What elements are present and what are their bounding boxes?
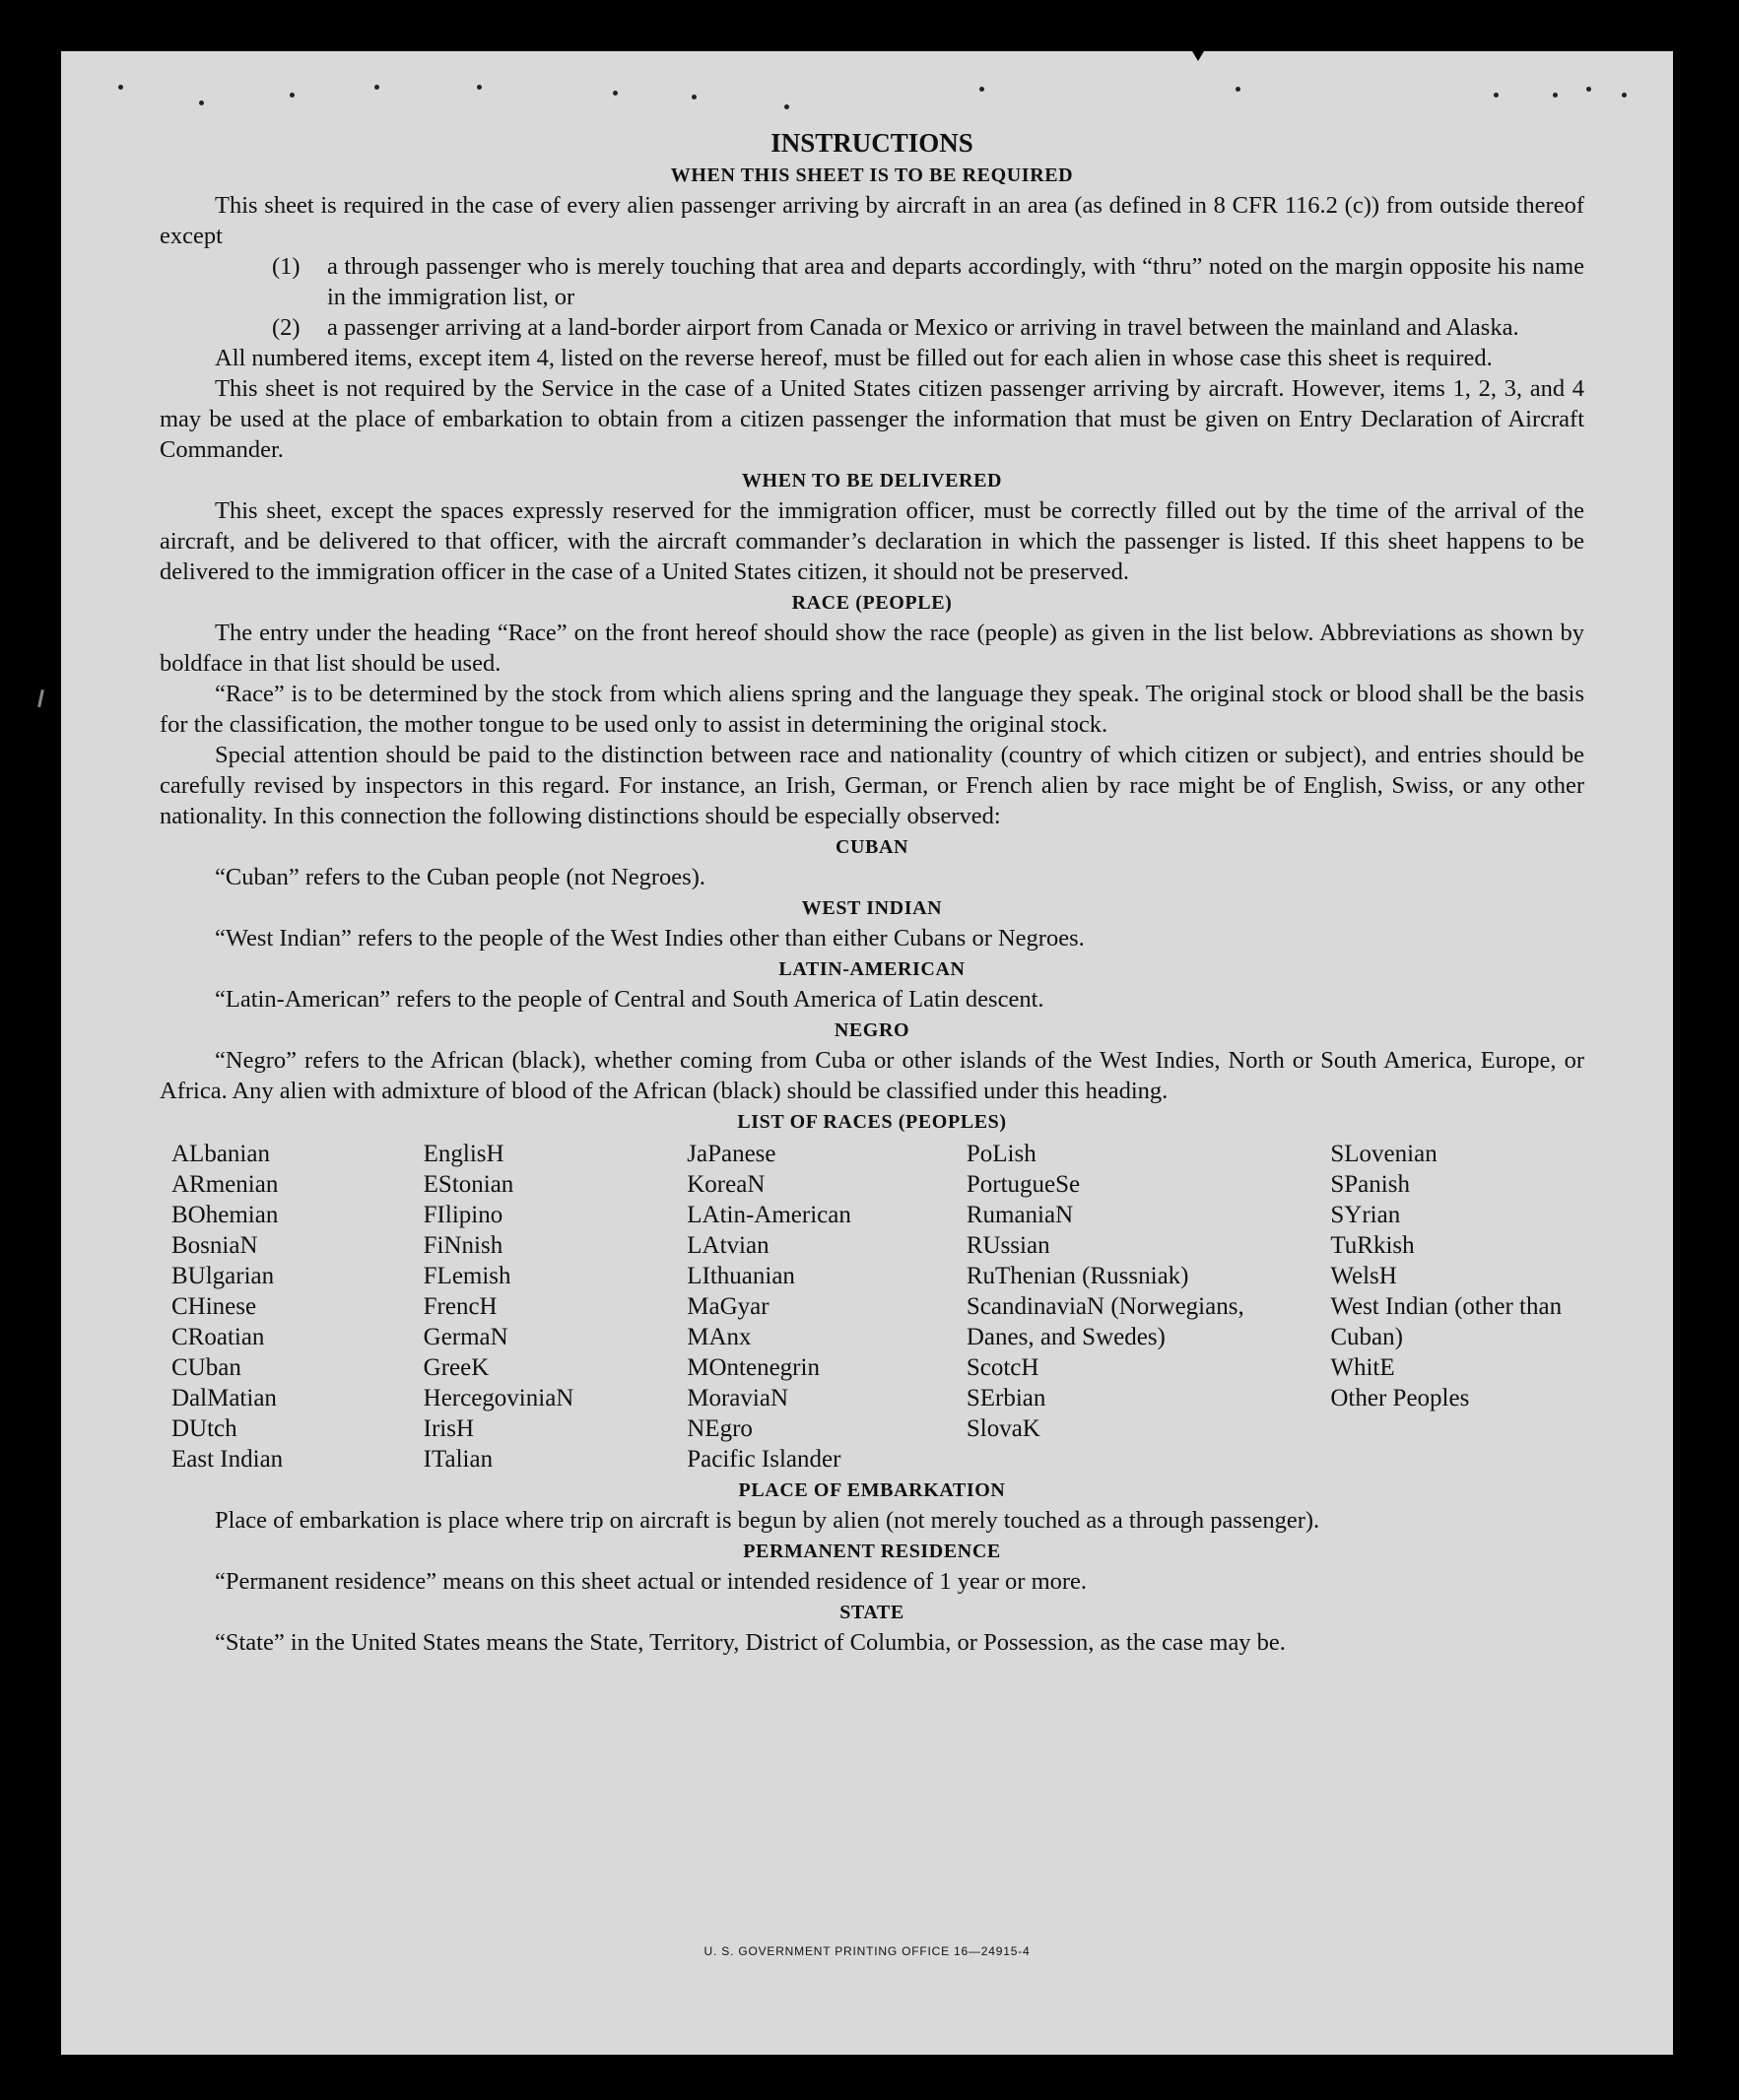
race-item: BOhemian — [171, 1202, 279, 1228]
paragraph: “Permanent residence” means on this sheet actual or intended residence of 1 year or more. — [215, 1568, 1088, 1595]
race-item: FIlipino — [423, 1202, 503, 1228]
speck — [979, 87, 984, 92]
races-column-4 — [967, 1139, 1331, 1475]
paragraph: “Cuban” refers to the Cuban people (not Negroes). — [215, 864, 705, 890]
race-item: ALbanian — [171, 1141, 270, 1167]
speck — [374, 85, 379, 90]
race-item: LAtin-American — [687, 1202, 851, 1228]
race-item: SlovaK — [966, 1415, 1040, 1442]
race-item: ScotcH — [966, 1354, 1039, 1381]
race-item: Pacific Islander — [687, 1446, 841, 1473]
race-item: MoraviaN — [687, 1385, 788, 1411]
numbered-item — [272, 312, 1584, 343]
section-heading-delivered: WHEN TO BE DELIVERED — [741, 470, 1003, 492]
race-item: TuRkish — [1330, 1232, 1415, 1259]
section-heading-embarkation: PLACE OF EMBARKATION — [738, 1479, 1006, 1501]
race-item: LAtvian — [687, 1232, 769, 1259]
race-item: LIthuanian — [687, 1263, 795, 1289]
race-item: West Indian (other than Cuban) — [1330, 1293, 1563, 1350]
race-item: GreeK — [423, 1354, 490, 1381]
section-heading-west-indian: WEST INDIAN — [801, 897, 943, 919]
race-item: GermaN — [423, 1324, 508, 1350]
race-item: RUssian — [966, 1232, 1050, 1259]
item-text: a passenger arriving at a land-border airport from Canada or Mexico or arriving in travel between the mainland and Alaska. — [327, 314, 1519, 341]
race-item: KoreaN — [687, 1171, 766, 1198]
item-number: (1) — [272, 253, 301, 280]
section-heading-cuban: CUBAN — [835, 836, 909, 858]
race-item: SLovenian — [1330, 1141, 1438, 1167]
race-item: PortugueSe — [966, 1171, 1081, 1198]
race-item: FiNnish — [423, 1232, 503, 1259]
race-item: WelsH — [1330, 1263, 1397, 1289]
paragraph: The entry under the heading “Race” on the front hereof should show the race (people) as given in the list below. Abbreviations as shown by boldface in that list should be used. — [160, 620, 1584, 677]
race-item: CUban — [171, 1354, 241, 1381]
paragraph: “Race” is to be determined by the stock from which aliens spring and the language they speak. The original stock or blood shall be the basis for the classification, the mother tongue to be used only to assist in determining the original stock. — [160, 681, 1584, 738]
item-text: a through passenger who is merely touching that area and departs accordingly, with “thru” noted on the margin opposite his name in the immigration list, or — [327, 253, 1584, 310]
scan-mark — [37, 689, 44, 707]
numbered-item — [272, 251, 1584, 312]
race-item: East Indian — [171, 1446, 284, 1473]
section-heading-required: WHEN THIS SHEET IS TO BE REQUIRED — [670, 164, 1074, 186]
paragraph: “West Indian” refers to the people of the West Indies other than either Cubans or Negroes. — [215, 925, 1085, 952]
speck — [1236, 87, 1240, 92]
race-item: NEgro — [687, 1415, 753, 1442]
race-item: IrisH — [423, 1415, 475, 1442]
section-heading-race: RACE (PEOPLE) — [791, 592, 953, 614]
race-item: JaPanese — [687, 1141, 776, 1167]
race-item: DUtch — [171, 1415, 237, 1442]
paragraph: Place of embarkation is place where trip on aircraft is begun by alien (not merely touched as a through passenger). — [215, 1507, 1320, 1534]
printing-office-footer: U. S. GOVERNMENT PRINTING OFFICE 16—24915-4 — [703, 1944, 1031, 1958]
item-number: (2) — [272, 314, 301, 341]
race-item: ARmenian — [171, 1171, 279, 1198]
speck — [1586, 87, 1591, 92]
speck — [784, 104, 789, 109]
races-list — [160, 1139, 1584, 1475]
race-item: SYrian — [1330, 1202, 1401, 1228]
instructions-content — [160, 126, 1584, 1658]
race-item: ScandinaviaN (Norwegians, Danes, and Swedes) — [966, 1293, 1244, 1350]
sheet-notch — [1192, 51, 1204, 61]
page-title: INSTRUCTIONS — [770, 128, 973, 158]
document-sheet — [61, 51, 1673, 2055]
race-item: HercegoviniaN — [423, 1385, 574, 1411]
speck — [1553, 93, 1558, 98]
speck — [613, 91, 618, 96]
race-item: BUlgarian — [171, 1263, 275, 1289]
paragraph: This sheet is required in the case of every alien passenger arriving by aircraft in an area (as defined in 8 CFR 116.2 (c)) from outside thereof except — [160, 192, 1584, 249]
section-heading-state: STATE — [839, 1602, 904, 1623]
speck — [290, 93, 295, 98]
race-item: MaGyar — [687, 1293, 769, 1320]
section-heading-negro: NEGRO — [834, 1019, 910, 1041]
speck — [199, 100, 204, 105]
speck — [118, 85, 123, 90]
race-item: ITalian — [423, 1446, 494, 1473]
race-item: FLemish — [423, 1263, 511, 1289]
speck — [1494, 93, 1499, 98]
race-item: PoLish — [966, 1141, 1037, 1167]
race-item: EnglisH — [423, 1141, 504, 1167]
races-column-1 — [160, 1139, 424, 1475]
race-item: FrencH — [423, 1293, 498, 1320]
paragraph: This sheet, except the spaces expressly reserved for the immigration officer, must be correctly filled out by the time of the arrival of the aircraft, and be delivered to that officer, with the aircraft commander’s declaration in which the passenger is listed. If this sheet happens to be delivered to the immigration officer in the case of a United States citizen, it should not be preserved. — [160, 497, 1584, 585]
section-heading-residence: PERMANENT RESIDENCE — [743, 1541, 1001, 1562]
paragraph: All numbered items, except item 4, listed on the reverse hereof, must be filled out for each alien in whose case this sheet is required. — [215, 345, 1493, 371]
race-item: SErbian — [966, 1385, 1046, 1411]
speck — [477, 85, 482, 90]
section-heading-races-list: LIST OF RACES (PEOPLES) — [737, 1111, 1007, 1133]
paragraph: “Negro” refers to the African (black), whether coming from Cuba or other islands of the West Indies, North or South America, Europe, or Africa. Any alien with admixture of blood of the African (black) should be classified under this heading. — [160, 1047, 1584, 1104]
race-item: SPanish — [1330, 1171, 1410, 1198]
section-heading-latin-american: LATIN-AMERICAN — [778, 958, 966, 980]
race-item: CRoatian — [171, 1324, 265, 1350]
race-item: DalMatian — [171, 1385, 277, 1411]
paragraph: “State” in the United States means the State, Territory, District of Columbia, or Possession, as the case may be. — [215, 1629, 1286, 1656]
race-item: EStonian — [423, 1171, 514, 1198]
race-item: Other Peoples — [1330, 1385, 1470, 1411]
races-column-5 — [1330, 1139, 1584, 1475]
paragraph: Special attention should be paid to the distinction between race and nationality (country of which citizen or subject), and entries should be carefully revised by inspectors in this regard. For instance, an Irish, German, or French alien by race might be of English, Swiss, or any other nationality. In this connection the following distinctions should be especially observed: — [160, 742, 1584, 829]
race-item: RuThenian (Russniak) — [966, 1263, 1189, 1289]
paragraph: This sheet is not required by the Service in the case of a United States citizen passenger arriving by aircraft. However, items 1, 2, 3, and 4 may be used at the place of embarkation to obtain from a citizen passenger the information that must be given on Entry Declaration of Aircraft Commander. — [160, 375, 1584, 463]
race-item: WhitE — [1330, 1354, 1395, 1381]
race-item: RumaniaN — [966, 1202, 1074, 1228]
races-column-2 — [424, 1139, 688, 1475]
races-column-3 — [687, 1139, 967, 1475]
race-item: BosniaN — [171, 1232, 258, 1259]
race-item: CHinese — [171, 1293, 257, 1320]
speck — [1622, 93, 1627, 98]
speck — [692, 95, 697, 99]
race-item: MAnx — [687, 1324, 752, 1350]
race-item: MOntenegrin — [687, 1354, 820, 1381]
paragraph: “Latin-American” refers to the people of Central and South America of Latin descent. — [215, 986, 1044, 1013]
